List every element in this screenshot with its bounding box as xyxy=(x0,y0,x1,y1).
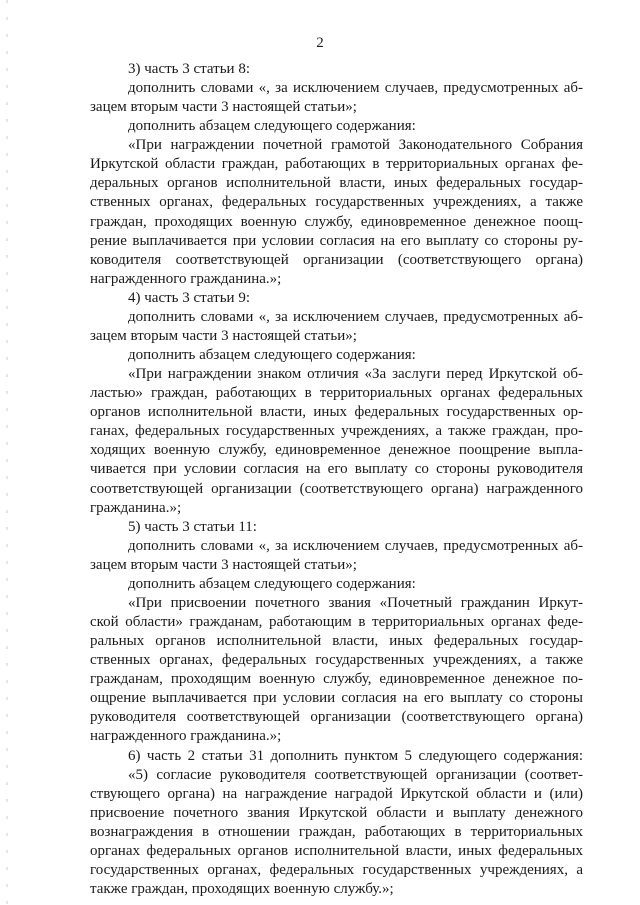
text-line: рение выплачивается при условии согласия на его выплату со стороны ру- xyxy=(90,232,583,249)
text-line: Иркутской области граждан, работающих в территориальных органах фе- xyxy=(90,156,583,173)
text-line: ководителя соответствующей организации (соответствующего органа) xyxy=(90,251,583,268)
text-line: ощрение выплачивается при условии согласия на его выплату со стороны xyxy=(90,690,583,707)
text-line: чивается при условии согласия на его выплату со стороны руководителя xyxy=(90,461,583,478)
text-line: дополнить словами «, за исключением случаев, предусмотренных аб- xyxy=(128,537,583,554)
text-line: дополнить абзацем следующего содержания: xyxy=(128,575,416,592)
text-line: 5) часть 3 статьи 11: xyxy=(128,518,257,535)
text-line: ской области» гражданам, работающим в территориальных органах феде- xyxy=(90,614,583,631)
text-line: дополнить словами «, за исключением случаев, предусмотренных аб- xyxy=(128,308,583,325)
text-line: дополнить абзацем следующего содержания: xyxy=(128,118,416,135)
text-line: 4) часть 3 статьи 9: xyxy=(128,289,251,306)
text-line: органах федеральных органов исполнительной власти, иных федеральных xyxy=(90,842,583,859)
text-line: органов исполнительной власти, иных федеральных государственных ор- xyxy=(90,404,583,421)
text-line: граждан, проходящих военную службу, единовременное денежное поощ- xyxy=(90,213,583,230)
text-line: вознаграждения в отношении граждан, работающих в территориальных xyxy=(90,823,583,840)
text-line: ральных органов исполнительной власти, иных федеральных государ- xyxy=(90,633,583,650)
text-line: государственных органах, федеральных государственных учреждениях, а xyxy=(90,861,583,878)
text-line: деральных органов исполнительной власти, иных федеральных государ- xyxy=(90,175,583,192)
text-line: 6) часть 2 статьи 31 дополнить пунктом 5 следующего содержания: xyxy=(128,747,583,764)
text-line: гражданам, проходящим военную службу, единовременное денежное по- xyxy=(90,671,583,688)
text-line: дополнить абзацем следующего содержания: xyxy=(128,347,416,364)
text-line: награжденного гражданина.»; xyxy=(90,270,282,287)
text-line: также граждан, проходящих военную службу.»; xyxy=(90,881,394,897)
text-line: ствующего органа) на награждение наградой Иркутской области и (или) xyxy=(90,785,583,802)
text-line: руководителя соответствующей организации (соответствующего органа) xyxy=(90,709,583,726)
text-line: ластью» граждан, работающих в территориальных органах федеральных xyxy=(90,385,583,402)
text-line: дополнить словами «, за исключением случаев, предусмотренных аб- xyxy=(128,80,583,97)
text-line: «5) согласие руководителя соответствующей организации (соответ- xyxy=(128,766,583,783)
page-number: 2 xyxy=(316,35,324,51)
text-line: соответствующей организации (соответствующего органа) награжденного xyxy=(90,480,583,497)
text-line: зацем вторым части 3 настоящей статьи»; xyxy=(90,327,357,344)
text-line: «При присвоении почетного звания «Почетный гражданин Иркут- xyxy=(128,594,583,611)
text-line: «При награждении почетной грамотой Законодательного Собрания xyxy=(128,137,583,154)
text-line: ходящих военную службу, единовременное денежное поощрение выпла- xyxy=(90,442,583,459)
text-line: присвоение почетного звания Иркутской области и выплату денежного xyxy=(90,804,583,821)
text-line: зацем вторым части 3 настоящей статьи»; xyxy=(90,556,357,573)
text-line: награжденного гражданина.»; xyxy=(90,728,282,745)
scan-border xyxy=(6,0,8,905)
text-line: гражданина.»; xyxy=(90,499,182,516)
text-line: 3) часть 3 статьи 8: xyxy=(128,61,251,77)
text-line: «При награждении знаком отличия «За заслуги перед Иркутской об- xyxy=(128,366,583,383)
text-line: ственных органах, федеральных государственных учреждениях, а также xyxy=(90,194,583,211)
text-line: зацем вторым части 3 настоящей статьи»; xyxy=(90,99,357,116)
text-line: ственных органах, федеральных государственных учреждениях, а также xyxy=(90,652,583,669)
text-line: ганах, федеральных государственных учреждениях, а также граждан, про- xyxy=(90,423,583,440)
